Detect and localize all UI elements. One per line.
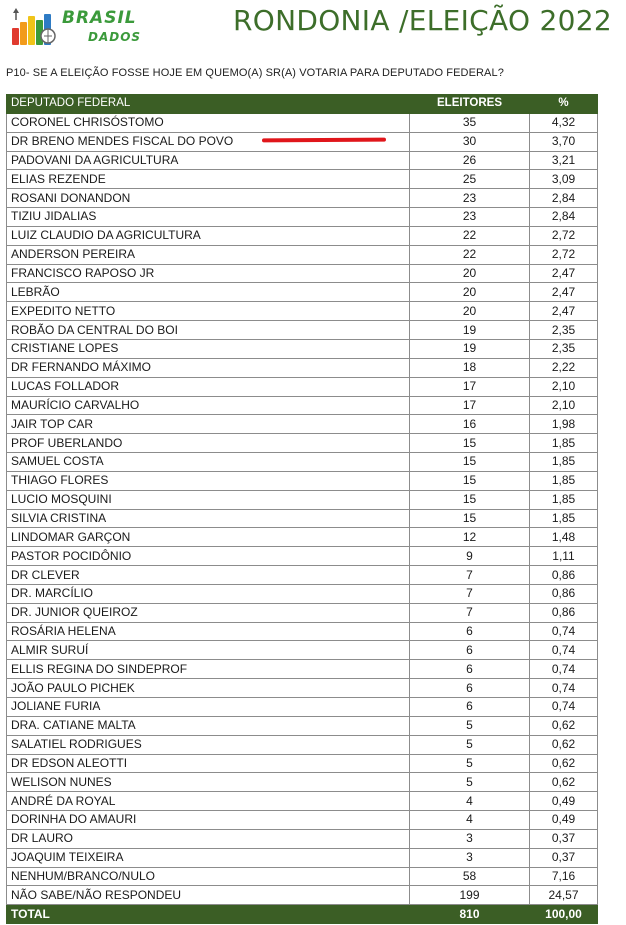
candidate-name: LUCAS FOLLADOR — [7, 377, 410, 396]
table-row — [7, 302, 598, 321]
percent-value: 0,62 — [530, 735, 598, 754]
candidate-name: DR FERNANDO MÁXIMO — [7, 358, 410, 377]
column-header-candidate: DEPUTADO FEDERAL — [7, 95, 410, 114]
percent-value: 0,49 — [530, 792, 598, 811]
table-row — [7, 321, 598, 340]
percent-value: 0,74 — [530, 698, 598, 717]
percent-value: 2,35 — [530, 321, 598, 340]
table-row — [7, 811, 598, 830]
voters-count: 7 — [410, 566, 530, 585]
table-row — [7, 471, 598, 490]
candidate-name: ELLIS REGINA DO SINDEPROF — [7, 660, 410, 679]
voters-count: 199 — [410, 886, 530, 905]
voters-count: 5 — [410, 716, 530, 735]
candidate-name: THIAGO FLORES — [7, 471, 410, 490]
table-row — [7, 622, 598, 641]
percent-value: 0,49 — [530, 811, 598, 830]
candidate-name: ROBÃO DA CENTRAL DO BOI — [7, 321, 410, 340]
table-row — [7, 886, 598, 905]
candidate-name: LUCIO MOSQUINI — [7, 490, 410, 509]
candidate-name: DORINHA DO AMAURI — [7, 811, 410, 830]
candidate-name: ELIAS REZENDE — [7, 170, 410, 189]
voters-count: 23 — [410, 208, 530, 227]
candidate-name: DR. JUNIOR QUEIROZ — [7, 603, 410, 622]
voters-count: 6 — [410, 641, 530, 660]
total-label: TOTAL — [7, 905, 410, 924]
table-row — [7, 245, 598, 264]
candidate-name: NENHUM/BRANCO/NULO — [7, 867, 410, 886]
voters-count: 15 — [410, 509, 530, 528]
candidate-name: LUIZ CLAUDIO DA AGRICULTURA — [7, 226, 410, 245]
candidate-name: EXPEDITO NETTO — [7, 302, 410, 321]
voters-count: 17 — [410, 377, 530, 396]
table-row — [7, 283, 598, 302]
voters-count: 3 — [410, 829, 530, 848]
table-row — [7, 566, 598, 585]
table-row — [7, 377, 598, 396]
voters-count: 58 — [410, 867, 530, 886]
table-row — [7, 339, 598, 358]
percent-value: 24,57 — [530, 886, 598, 905]
table-row — [7, 679, 598, 698]
percent-value: 1,85 — [530, 471, 598, 490]
percent-value: 2,84 — [530, 189, 598, 208]
percent-value: 2,72 — [530, 245, 598, 264]
candidate-name: CRISTIANE LOPES — [7, 339, 410, 358]
total-percent: 100,00 — [530, 905, 598, 924]
voters-count: 15 — [410, 471, 530, 490]
candidate-name: JOLIANE FURIA — [7, 698, 410, 717]
table-row — [7, 848, 598, 867]
candidate-name: JOÃO PAULO PICHEK — [7, 679, 410, 698]
percent-value: 0,62 — [530, 773, 598, 792]
percent-value: 7,16 — [530, 867, 598, 886]
table-row — [7, 434, 598, 453]
voters-count: 5 — [410, 773, 530, 792]
table-row — [7, 698, 598, 717]
voters-count: 4 — [410, 811, 530, 830]
column-header-voters: ELEITORES — [410, 95, 530, 114]
percent-value: 1,98 — [530, 415, 598, 434]
table-row — [7, 716, 598, 735]
percent-value: 1,48 — [530, 528, 598, 547]
voters-count: 26 — [410, 151, 530, 170]
voters-count: 5 — [410, 735, 530, 754]
voters-count: 15 — [410, 434, 530, 453]
percent-value: 2,84 — [530, 208, 598, 227]
percent-value: 3,21 — [530, 151, 598, 170]
voters-count: 15 — [410, 453, 530, 472]
percent-value: 2,10 — [530, 377, 598, 396]
table-row — [7, 829, 598, 848]
voters-count: 9 — [410, 547, 530, 566]
bar-chart-logo-icon — [10, 8, 58, 46]
voters-count: 22 — [410, 245, 530, 264]
percent-value: 1,85 — [530, 453, 598, 472]
percent-value: 0,37 — [530, 829, 598, 848]
candidate-name: NÃO SABE/NÃO RESPONDEU — [7, 886, 410, 905]
voters-count: 3 — [410, 848, 530, 867]
percent-value: 2,35 — [530, 339, 598, 358]
candidate-name: ANDERSON PEREIRA — [7, 245, 410, 264]
table-row — [7, 264, 598, 283]
table-row — [7, 226, 598, 245]
candidate-name: ANDRÉ DA ROYAL — [7, 792, 410, 811]
percent-value: 3,70 — [530, 132, 598, 151]
table-row — [7, 547, 598, 566]
logo-wordmark-dados: DADOS — [88, 30, 142, 44]
candidate-name: LEBRÃO — [7, 283, 410, 302]
candidate-name: SALATIEL RODRIGUES — [7, 735, 410, 754]
voters-count: 12 — [410, 528, 530, 547]
percent-value: 0,74 — [530, 660, 598, 679]
percent-value: 2,47 — [530, 302, 598, 321]
table-row — [7, 208, 598, 227]
table-row — [7, 867, 598, 886]
candidate-name: PADOVANI DA AGRICULTURA — [7, 151, 410, 170]
table-row — [7, 509, 598, 528]
candidate-name: DR BRENO MENDES FISCAL DO POVO — [7, 132, 410, 151]
table-row — [7, 358, 598, 377]
candidate-name: SAMUEL COSTA — [7, 453, 410, 472]
percent-value: 0,62 — [530, 716, 598, 735]
percent-value: 3,09 — [530, 170, 598, 189]
table-row — [7, 603, 598, 622]
table-row — [7, 754, 598, 773]
percent-value: 2,47 — [530, 283, 598, 302]
table-row — [7, 170, 598, 189]
candidate-name: LINDOMAR GARÇON — [7, 528, 410, 547]
results-table — [6, 94, 598, 924]
voters-count: 5 — [410, 754, 530, 773]
column-header-percent: % — [530, 95, 598, 114]
percent-value: 0,74 — [530, 679, 598, 698]
page-title: RONDONIA /ELEIÇÃO 2022 — [233, 4, 612, 37]
percent-value: 1,11 — [530, 547, 598, 566]
candidate-name: PROF UBERLANDO — [7, 434, 410, 453]
table-row — [7, 660, 598, 679]
table-row — [7, 453, 598, 472]
percent-value: 0,74 — [530, 641, 598, 660]
percent-value: 0,62 — [530, 754, 598, 773]
voters-count: 4 — [410, 792, 530, 811]
candidate-name: ROSANI DONANDON — [7, 189, 410, 208]
voters-count: 15 — [410, 490, 530, 509]
table-header-row — [7, 95, 598, 114]
voters-count: 6 — [410, 679, 530, 698]
candidate-name: WELISON NUNES — [7, 773, 410, 792]
voters-count: 6 — [410, 660, 530, 679]
percent-value: 4,32 — [530, 113, 598, 132]
candidate-name: JAIR TOP CAR — [7, 415, 410, 434]
voters-count: 18 — [410, 358, 530, 377]
table-row — [7, 528, 598, 547]
percent-value: 0,37 — [530, 848, 598, 867]
candidate-name: DR CLEVER — [7, 566, 410, 585]
candidate-name: DR. MARCÍLIO — [7, 584, 410, 603]
table-row — [7, 792, 598, 811]
percent-value: 0,86 — [530, 584, 598, 603]
red-highlight-underline — [262, 138, 386, 143]
voters-count: 19 — [410, 321, 530, 340]
percent-value: 2,47 — [530, 264, 598, 283]
candidate-name: DR LAURO — [7, 829, 410, 848]
candidate-name: DRA. CATIANE MALTA — [7, 716, 410, 735]
voters-count: 19 — [410, 339, 530, 358]
candidate-name: SILVIA CRISTINA — [7, 509, 410, 528]
candidate-name: PASTOR POCIDÔNIO — [7, 547, 410, 566]
percent-value: 1,85 — [530, 490, 598, 509]
percent-value: 0,86 — [530, 566, 598, 585]
voters-count: 6 — [410, 698, 530, 717]
page-header — [0, 0, 626, 56]
table-row — [7, 584, 598, 603]
voters-count: 35 — [410, 113, 530, 132]
voters-count: 17 — [410, 396, 530, 415]
candidate-name: ALMIR SURUÍ — [7, 641, 410, 660]
candidate-name: CORONEL CHRISÓSTOMO — [7, 113, 410, 132]
table-row — [7, 113, 598, 132]
table-row — [7, 735, 598, 754]
percent-value: 0,86 — [530, 603, 598, 622]
percent-value: 2,22 — [530, 358, 598, 377]
table-row — [7, 773, 598, 792]
voters-count: 25 — [410, 170, 530, 189]
percent-value: 1,85 — [530, 434, 598, 453]
survey-question: P10- SE A ELEIÇÃO FOSSE HOJE EM QUEMO(A) SR(A) VOTARIA PARA DEPUTADO FEDERAL? — [6, 67, 504, 79]
candidate-name: DR EDSON ALEOTTI — [7, 754, 410, 773]
logo-wordmark-brasil: BRASIL — [62, 8, 137, 28]
table-row — [7, 189, 598, 208]
candidate-name: ROSÁRIA HELENA — [7, 622, 410, 641]
voters-count: 7 — [410, 584, 530, 603]
percent-value: 2,10 — [530, 396, 598, 415]
table-row — [7, 396, 598, 415]
voters-count: 22 — [410, 226, 530, 245]
voters-count: 23 — [410, 189, 530, 208]
table-row — [7, 490, 598, 509]
voters-count: 16 — [410, 415, 530, 434]
candidate-name: FRANCISCO RAPOSO JR — [7, 264, 410, 283]
percent-value: 2,72 — [530, 226, 598, 245]
percent-value: 0,74 — [530, 622, 598, 641]
total-voters: 810 — [410, 905, 530, 924]
total-row — [7, 905, 598, 924]
candidate-name: MAURÍCIO CARVALHO — [7, 396, 410, 415]
voters-count: 20 — [410, 283, 530, 302]
voters-count: 20 — [410, 302, 530, 321]
candidate-name: TIZIU JIDALIAS — [7, 208, 410, 227]
voters-count: 20 — [410, 264, 530, 283]
table-row — [7, 415, 598, 434]
brasil-dados-logo — [10, 6, 140, 46]
percent-value: 1,85 — [530, 509, 598, 528]
candidate-name: JOAQUIM TEIXEIRA — [7, 848, 410, 867]
table-row — [7, 641, 598, 660]
voters-count: 6 — [410, 622, 530, 641]
voters-count: 7 — [410, 603, 530, 622]
voters-count: 30 — [410, 132, 530, 151]
table-row — [7, 151, 598, 170]
